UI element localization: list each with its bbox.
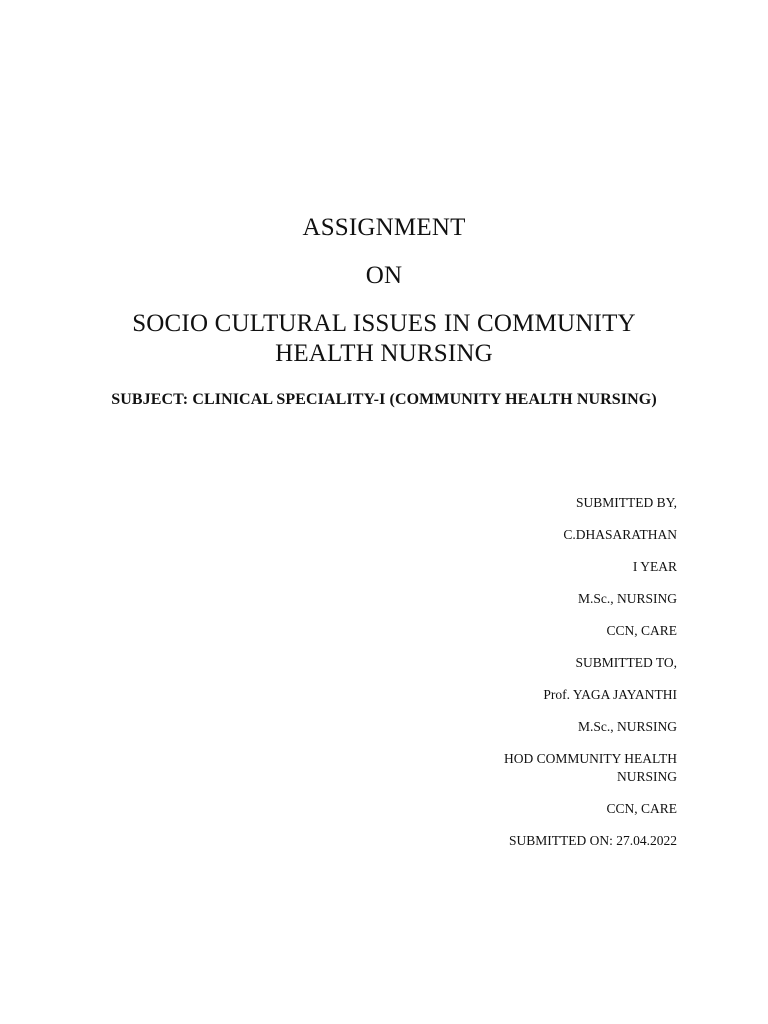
student-degree: M.Sc., NURSING (577, 591, 677, 606)
topic-line-2: HEALTH NURSING (275, 340, 493, 367)
subject-line (0, 390, 768, 410)
submitted-to-label: SUBMITTED TO, (575, 655, 677, 670)
student-name: C.DHASARATHAN (563, 527, 677, 542)
student-institution: CCN, CARE (606, 623, 677, 638)
topic-line-1: SOCIO CULTURAL ISSUES IN COMMUNITY (132, 310, 636, 337)
guide-role (437, 750, 677, 786)
subject-value: CLINICAL SPECIALITY-I (COMMUNITY HEALTH NURSING) (192, 391, 657, 408)
submitted-on: SUBMITTED ON: 27.04.2022 (509, 833, 677, 848)
guide-role-line-1: HOD COMMUNITY HEALTH (504, 751, 677, 766)
submitted-by-label: SUBMITTED BY, (575, 495, 677, 510)
subject-label: SUBJECT: (111, 391, 189, 408)
guide-institution: CCN, CARE (606, 801, 677, 816)
on-heading: ON (365, 262, 403, 289)
guide-degree: M.Sc., NURSING (577, 719, 677, 734)
guide-role-line-2: NURSING (616, 769, 677, 784)
submission-details (437, 494, 677, 864)
guide-name: Prof. YAGA JAYANTHI (543, 687, 677, 702)
topic-heading (0, 309, 768, 369)
assignment-heading: ASSIGNMENT (302, 214, 466, 241)
student-year: I YEAR (632, 559, 677, 574)
